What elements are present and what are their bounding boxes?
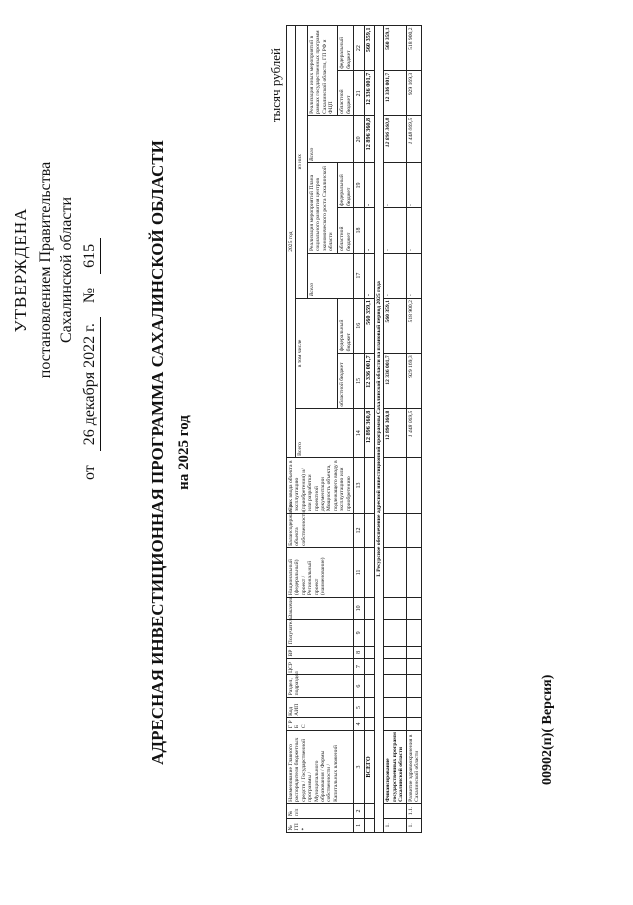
total-b-vsego: 12 896 360,8 (365, 116, 374, 163)
approval-heading: УТВЕРЖДЕНА (11, 207, 30, 333)
section-row (374, 26, 383, 833)
approval-line-1: постановлением Правительства (37, 161, 54, 379)
col-num: 8 (354, 646, 365, 658)
row2-federal: 518 900,2 (406, 298, 422, 353)
row1-a-vsego: - (384, 253, 406, 298)
row2-b-vsego: 1 448 069,5 (406, 116, 422, 163)
header-vr: ВР (287, 646, 354, 658)
row1-oblast: 12 336 001,7 (384, 353, 406, 408)
header-realization-a: Реализация мероприятий Плана социального развития центров экономического роста Сахалинской области (307, 163, 338, 253)
header-from-them: из них (296, 26, 307, 299)
units-label: тысяч рублей (268, 48, 283, 123)
header-vsego-a: Всего (307, 253, 353, 298)
col-num: 6 (354, 675, 365, 698)
col-num: 4 (354, 718, 365, 730)
header-oblast-budget: областной бюджет (338, 353, 354, 408)
approval-number: 615 (79, 238, 101, 274)
row2-label: Развитие здравоохранения в Сахалинской области (406, 730, 422, 804)
row2-b-federal: 518 900,2 (406, 26, 422, 71)
col-num: 10 (354, 597, 365, 620)
col-num: 19 (354, 163, 365, 208)
row1-b-oblast: 12 336 001,7 (384, 71, 406, 116)
header-kod-aip: Код АИП (287, 697, 354, 717)
header-year: 2025 год (287, 26, 296, 458)
col-num: 15 (354, 353, 365, 408)
col-num: 20 (354, 116, 365, 163)
col-num: 21 (354, 71, 365, 116)
row2-a-vsego: - (406, 253, 422, 298)
row2-no-gp: 1. (406, 818, 422, 832)
total-b-federal: 560 359,1 (365, 26, 374, 71)
total-oblast: 12 336 001,7 (365, 353, 374, 408)
col-num: 7 (354, 658, 365, 674)
header-vsego: Всего (296, 409, 354, 458)
table-row (384, 26, 406, 833)
header-b-federal: федеральный бюджет (338, 26, 354, 71)
row1-no-gp: 1. (384, 818, 406, 832)
table-header-row (287, 26, 296, 833)
row2-b-oblast: 929 169,3 (406, 71, 422, 116)
row1-label: Финансирование государственных программ Сахалинской области (385, 732, 405, 802)
header-federal-budget: федеральный бюджет (338, 298, 354, 353)
row1-b-federal: 560 359,1 (384, 26, 406, 71)
col-num: 3 (354, 730, 365, 804)
approval-number-label: № (81, 287, 98, 304)
col-num: 12 (354, 513, 365, 548)
header-grbs: Г Р Б С (287, 718, 354, 730)
col-num: 9 (354, 620, 365, 647)
row1-b-vsego: 12 896 360,8 (384, 116, 406, 163)
total-label: ВСЕГО (365, 730, 374, 804)
header-a-federal: федеральный бюджет (338, 163, 354, 208)
approval-block (10, 60, 101, 480)
col-num: 17 (354, 253, 365, 298)
header-in-that-number: в том числе (296, 298, 338, 409)
header-razdel: Раздел, подраздел (287, 675, 354, 698)
header-vsego-b: Всего (307, 116, 353, 163)
col-num: 16 (354, 298, 365, 353)
row2-a-oblast: - (406, 208, 422, 253)
total-a-oblast: - (365, 208, 374, 253)
header-name: Наименование Главного распорядителя бюджетных средств / Государственной программы / Муниципального образования / Формы собственности / Капитальных вложений (287, 730, 354, 804)
approval-line-2: Сахалинской области (58, 196, 75, 344)
header-realization-b: Реализация иных мероприятий в рамках государственных программ Сахалинской области, ГП РФ и ФЦП (307, 26, 338, 116)
total-row (365, 26, 374, 833)
header-national-project: Национальный (федеральный) проект / Региональный проект (наименование) (287, 548, 354, 597)
header-no-gp: № ГП * (287, 818, 354, 832)
total-vsego: 12 896 360,8 (365, 409, 374, 458)
total-a-vsego: - (365, 253, 374, 298)
approval-date: 26 декабря 2022 г. (79, 317, 101, 451)
approval-date-row (79, 60, 101, 480)
header-deadline: Срок ввода объекта в эксплуатацию (приобретения) и/или разработки проектной документации Мощность объекта, подлежащего вводу в эксплуатацию или приобретению (287, 458, 354, 513)
total-a-federal: - (365, 163, 374, 208)
col-num: 13 (354, 458, 365, 513)
row2-a-federal: - (406, 163, 422, 208)
investment-table (286, 25, 422, 833)
header-no-pp: № п/п (287, 804, 354, 818)
row1-vsego: 12 896 360,8 (384, 409, 406, 458)
table-row (406, 26, 422, 833)
page-subtitle: на 2025 год (176, 415, 192, 490)
section-title: I. Ресурсное обеспечение адресной инвестиционной программы Сахалинской области на плановый период 2025 года (374, 26, 383, 833)
row1-a-federal: - (384, 163, 406, 208)
header-balance-holder: Балансодержатель объекта собственности (287, 513, 354, 548)
col-num: 22 (354, 26, 365, 71)
approval-from-label: от (81, 465, 98, 480)
header-recipient: Получатель (287, 620, 354, 647)
row1-a-oblast: - (384, 208, 406, 253)
total-b-oblast: 12 336 001,7 (365, 71, 374, 116)
col-num: 1 (354, 818, 365, 832)
col-num: 2 (354, 804, 365, 818)
col-num: 18 (354, 208, 365, 253)
col-num: 11 (354, 548, 365, 597)
total-federal: 560 359,1 (365, 298, 374, 353)
col-num: 14 (354, 409, 365, 458)
row1-federal: 560 359,1 (384, 298, 406, 353)
row2-vsego: 1 448 069,5 (406, 409, 422, 458)
header-a-oblast: областной бюджет (338, 208, 354, 253)
row2-no-pp: 1.1. (406, 804, 422, 818)
col-num: 5 (354, 697, 365, 717)
row2-oblast: 929 169,3 (406, 353, 422, 408)
document-version: 00902(п)( Версия) (540, 674, 555, 785)
header-b-oblast: областной бюджет (338, 71, 354, 116)
header-customer: Заказчик (287, 597, 354, 620)
page-title: АДРЕСНАЯ ИНВЕСТИЦИОННАЯ ПРОГРАММА САХАЛИНСКОЙ ОБЛАСТИ (148, 140, 167, 765)
header-csr: ЦСР (287, 658, 354, 674)
column-number-row (354, 26, 365, 833)
